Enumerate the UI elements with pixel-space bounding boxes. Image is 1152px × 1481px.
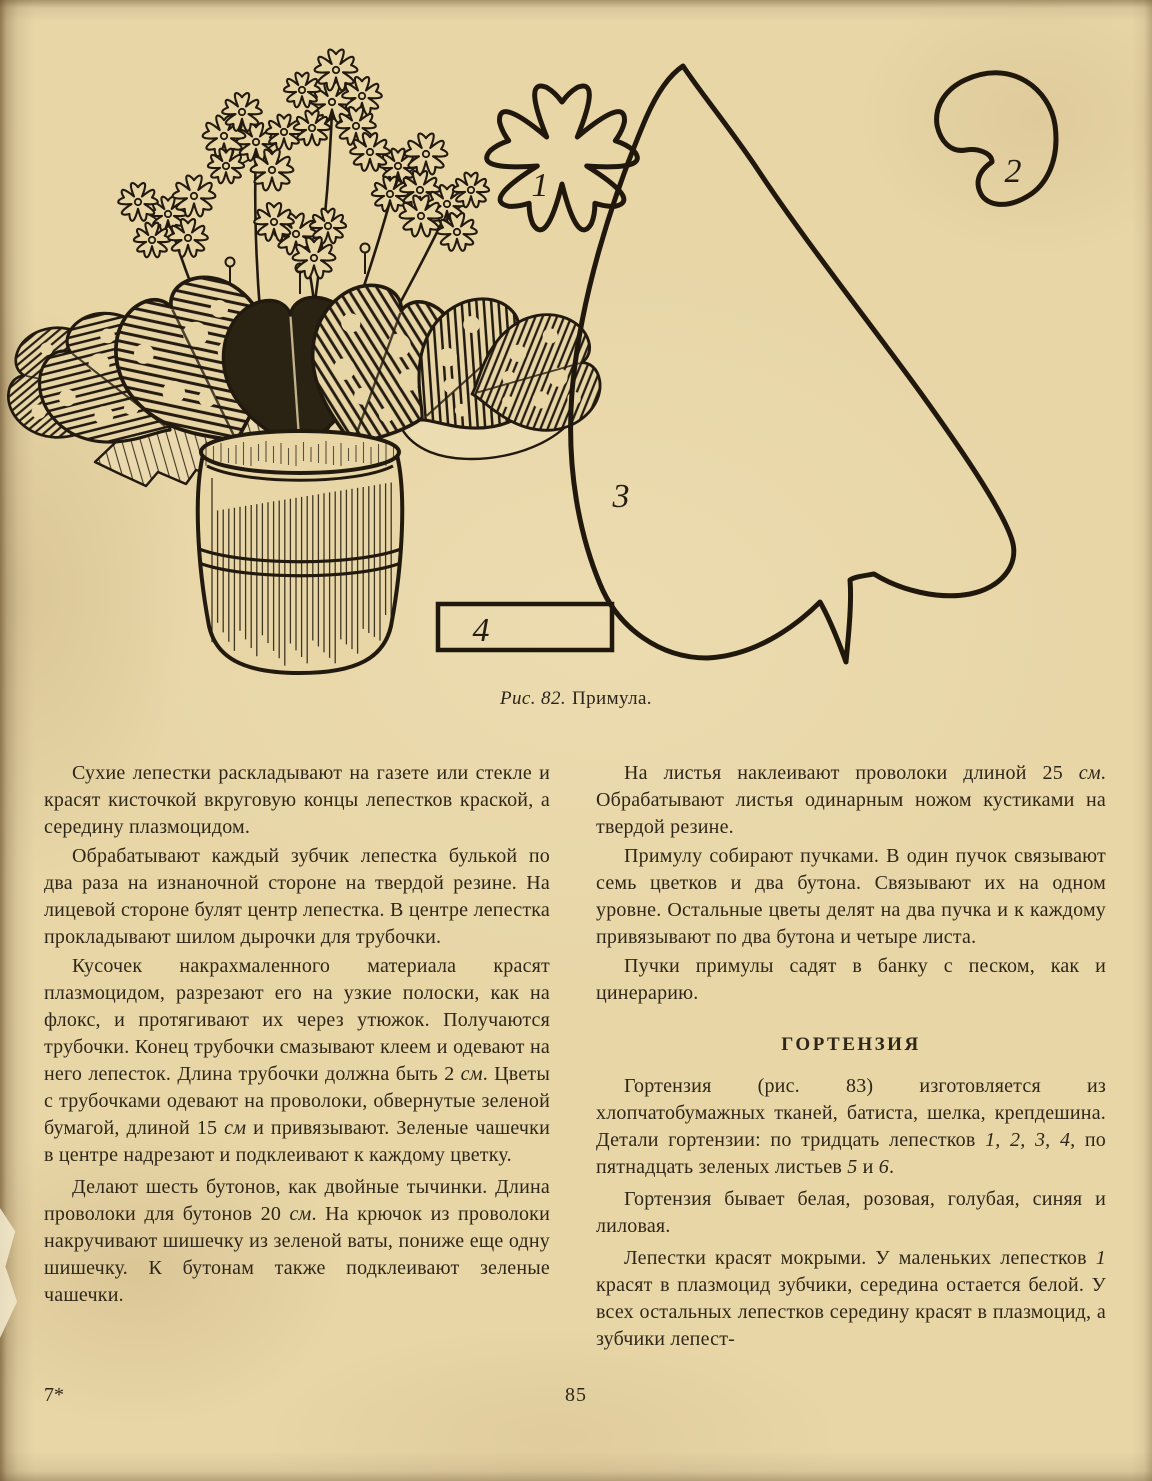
figure-label-3: 3 [612,478,630,515]
paragraph: Пучки примулы садят в банку с песком, как и цинерарию. [596,955,1106,1004]
pattern-flower-outline [487,86,638,230]
page-footer [0,1384,1152,1414]
potted-primula-drawing [1,50,609,673]
page-number: 85 [565,1384,587,1406]
flower-cluster [284,50,382,146]
paragraph: На листья наклеивают проволоки длиной 25 см. Обрабатывают листья одинарным ножом кустиками на твердой резине. [596,762,1106,838]
section-heading-hydrangea: ГОРТЕНЗИЯ [781,1034,921,1055]
barrel-pot [198,431,402,673]
paragraph: Лепестки красят мокрыми. У маленьких лепестков 1 красят в плазмоцид зубчики, середина остается белой. У всех остальных лепестков середину красят в плазмоцид, а зубчики лепест- [596,1247,1106,1350]
paragraph: Примулу собирают пучками. В один пучок связывают семь цветков и два бутона. Связывают их на одном уровне. Остальные цветы делят на два пучка и к каждому привязывают по два бутона и четыре листа. [596,845,1106,948]
figure-label-1: 1 [531,167,549,204]
paragraph: Обрабатывают каждый зубчик лепестка булькой по два раза на изнаночной стороне на твердой резине. На лицевой стороне булят центр лепестка. В центре лепестка прокладывают шилом дырочки для трубочки. [44,845,550,948]
figure-caption-number: Рис. 82. [500,688,567,709]
signature-mark: 7* [44,1384,64,1406]
text-columns [44,760,1106,1355]
paragraph: Кусочек накрахмаленного материала красят плазмоцидом, разрезают его на узкие полоски, как на флокс, и протягивают их через утюжок. Получаются трубочки. Конец трубочки смазывают клеем и одевают на него лепесток. Длина трубочки должна быть 2 см. Цветы с трубочками одевают на проволоки, обвернутые зеленой бумагой, длиной 15 см и привязывают. Зеленые чашечки в центре надрезают и подклеивают к каждому цветку. [44,955,550,1166]
left-column [44,760,550,1355]
flower-cluster [118,176,215,258]
figure-caption [0,688,1152,710]
paragraph: Сухие лепестки раскладывают на газете или стекле и красят кисточкой вкруговую концы лепестков краской, а середину плазмоцидом. [44,762,550,838]
figure-label-4: 4 [472,612,490,649]
pattern-strip-outline [438,604,612,650]
flower-cluster [254,203,346,278]
paragraph: Делают шесть бутонов, как двойные тычинки. Длина проволоки для бутонов 20 см. На крючок из проволоки накручивают шишечку из зеленой ваты, пониже еще одну шишечку. К бутонам также подклеивают зеленые чашечки. [44,1176,550,1306]
paragraph: Гортензия (рис. 83) изготовляется из хлопчатобумажных тканей, батиста, шелка, крепдешина. Детали гортензии: по тридцать лепестков 1, 2, 3, 4, по пятнадцать зеленых листьев 5 и 6. [596,1075,1107,1178]
page-edge-tear [0,1208,18,1338]
right-column [596,760,1106,1355]
figure-label-2: 2 [1004,153,1022,190]
pattern-small-leaf-outline [937,73,1056,205]
flower-cluster [203,93,302,190]
figure-caption-title: Примула. [572,688,652,709]
paragraph: Гортензия бывает белая, розовая, голубая, синяя и лиловая. [596,1188,1106,1237]
